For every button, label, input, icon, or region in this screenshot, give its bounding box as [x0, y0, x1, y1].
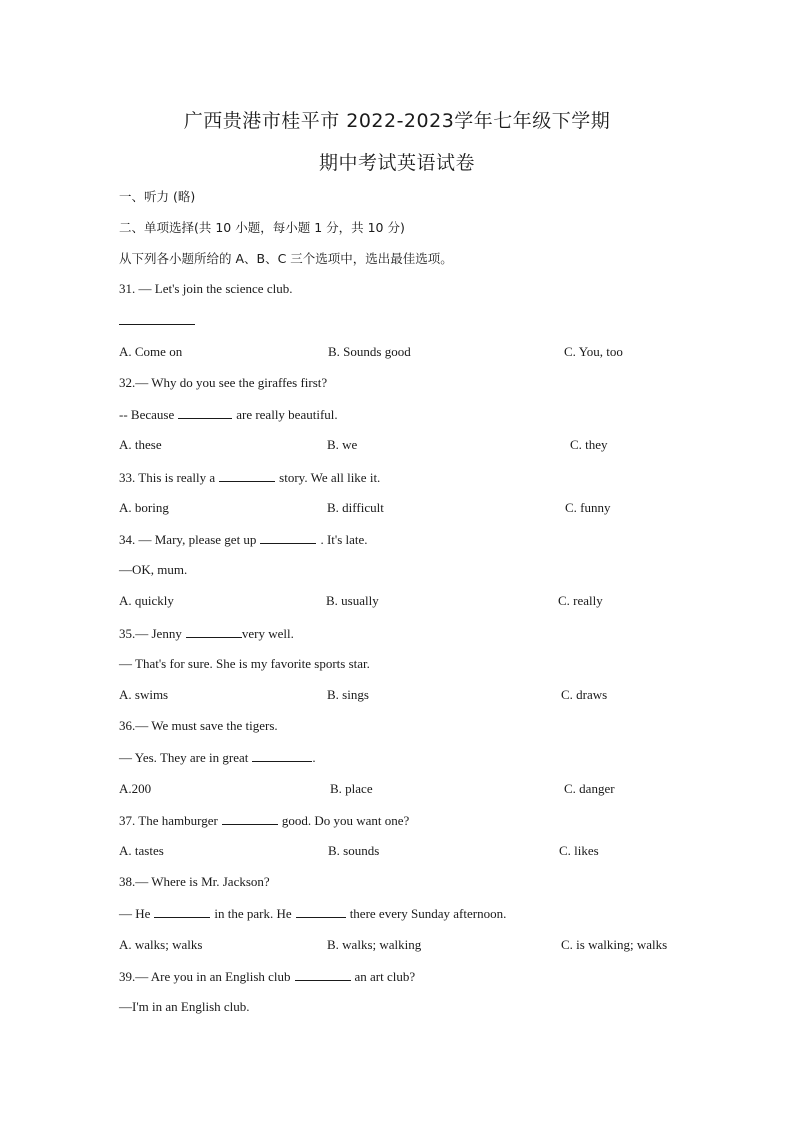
q38-response-post: there every Sunday afternoon.	[349, 906, 507, 921]
q32-option-c: C. they	[570, 437, 608, 452]
q39-stem-post: an art club?	[354, 969, 416, 984]
q35-stem	[119, 625, 294, 642]
q36-option-a: A.200	[119, 781, 152, 796]
q38-response	[119, 905, 506, 922]
q37-stem-post: good. Do you want one?	[281, 813, 410, 828]
answer-blank	[295, 968, 351, 981]
q36-response-post: .	[312, 750, 316, 765]
q37-stem	[119, 812, 409, 829]
q36-option-b: B. place	[330, 781, 373, 796]
q39-stem	[119, 968, 415, 985]
q34-option-c: C. really	[558, 593, 603, 608]
q34-response: —OK, mum.	[119, 562, 188, 577]
answer-blank	[296, 905, 346, 918]
q37-option-a: A. tastes	[119, 843, 164, 858]
q32-option-b: B. we	[327, 437, 358, 452]
section-instruction: 从下列各小题所给的 A、B、C 三个选项中，选出最佳选项。	[119, 251, 453, 266]
q34-option-a: A. quickly	[119, 593, 174, 608]
q38-option-b: B. walks; walking	[327, 937, 422, 952]
q31-option-b: B. Sounds good	[328, 344, 411, 359]
q38-response-pre: — He	[119, 906, 151, 921]
answer-blank	[119, 312, 195, 325]
answer-blank	[154, 905, 210, 918]
q38-response-mid: in the park. He	[214, 906, 292, 921]
q31-option-a: A. Come on	[119, 344, 183, 359]
q32-option-a: A. these	[119, 437, 162, 452]
answer-blank	[260, 531, 316, 544]
q37-option-b: B. sounds	[328, 843, 380, 858]
q31-answer-line	[119, 312, 199, 329]
q33-stem-pre: 33. This is really a	[119, 470, 216, 485]
q35-option-b: B. sings	[327, 687, 369, 702]
q32-response	[119, 406, 338, 423]
q34-stem	[119, 531, 368, 548]
q33-stem-post: story. We all like it.	[279, 470, 381, 485]
section-single-choice: 二、单项选择(共 10 小题，每小题 1 分，共 10 分)	[119, 220, 405, 235]
q36-option-c: C. danger	[564, 781, 615, 796]
q38-option-c: C. is walking; walks	[561, 937, 668, 952]
q37-stem-pre: 37. The hamburger	[119, 813, 218, 828]
q35-stem-post: very well.	[241, 626, 294, 641]
q34-stem-post: . It's late.	[320, 532, 368, 547]
q36-response	[119, 749, 316, 766]
q32-stem: 32.— Why do you see the giraffes first?	[119, 375, 328, 390]
q33-option-c: C. funny	[565, 500, 611, 515]
answer-blank	[178, 406, 232, 419]
title-line-2: 期中考试英语试卷	[318, 152, 475, 174]
q35-response: — That's for sure. She is my favorite sports star.	[119, 656, 370, 671]
q31-stem: 31. — Let's join the science club.	[119, 281, 293, 296]
q33-option-a: A. boring	[119, 500, 169, 515]
q38-stem: 38.— Where is Mr. Jackson?	[119, 874, 270, 889]
q36-response-pre: — Yes. They are in great	[119, 750, 249, 765]
answer-blank	[252, 749, 312, 762]
q36-stem: 36.— We must save the tigers.	[119, 718, 278, 733]
q35-option-c: C. draws	[561, 687, 608, 702]
q32-response-post: are really beautiful.	[236, 407, 338, 422]
q39-response: —I'm in an English club.	[119, 999, 250, 1014]
answer-blank	[222, 812, 278, 825]
q33-option-b: B. difficult	[327, 500, 384, 515]
q39-stem-pre: 39.— Are you in an English club	[119, 969, 291, 984]
q37-option-c: C. likes	[559, 843, 599, 858]
q34-option-b: B. usually	[326, 593, 379, 608]
q32-response-pre: -- Because	[119, 407, 175, 422]
q35-stem-pre: 35.— Jenny	[119, 626, 182, 641]
section-listening: 一、听力 (略)	[119, 189, 196, 204]
q31-option-c: C. You, too	[564, 344, 623, 359]
q35-option-a: A. swims	[119, 687, 169, 702]
answer-blank	[219, 469, 275, 482]
q38-option-a: A. walks; walks	[119, 937, 203, 952]
answer-blank	[186, 625, 242, 638]
title-line-1: 广西贵港市桂平市 2022-2023学年七年级下学期	[183, 110, 611, 132]
q34-stem-pre: 34. — Mary, please get up	[119, 532, 257, 547]
q33-stem	[119, 469, 380, 486]
